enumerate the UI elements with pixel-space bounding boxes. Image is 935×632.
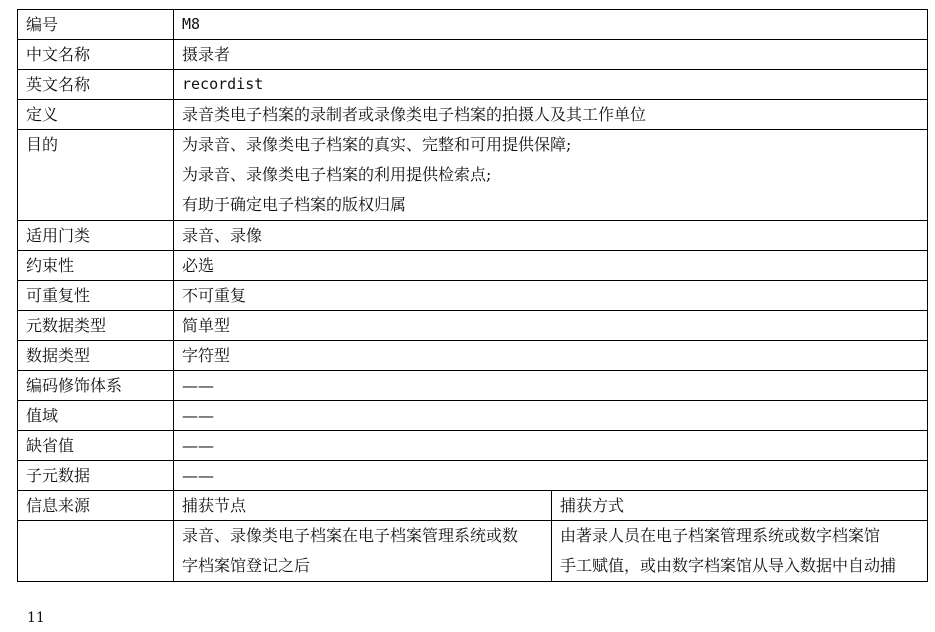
info-source-empty-cell <box>18 521 174 582</box>
value-definition: 录音类电子档案的录制者或录像类电子档案的拍摄人及其工作单位 <box>174 100 928 130</box>
label-data-type: 数据类型 <box>18 341 174 371</box>
page-number: 11 <box>27 610 45 626</box>
row-repeatability <box>18 281 928 311</box>
row-obligation <box>18 251 928 281</box>
row-default-value <box>18 431 928 461</box>
row-id <box>18 10 928 40</box>
row-applicable-category <box>18 221 928 251</box>
row-encoding-scheme <box>18 371 928 401</box>
row-value-range <box>18 401 928 431</box>
value-english-name: recordist <box>174 70 928 100</box>
row-sub-elements <box>18 461 928 491</box>
label-obligation: 约束性 <box>18 251 174 281</box>
capture-node-line-2: 字档案馆登记之后 <box>182 556 311 575</box>
label-encoding-scheme: 编码修饰体系 <box>18 371 174 401</box>
label-metadata-type: 元数据类型 <box>18 311 174 341</box>
purpose-line-1: 为录音、录像类电子档案的真实、完整和可用提供保障; <box>182 135 572 154</box>
value-value-range: —— <box>174 401 928 431</box>
value-id: M8 <box>174 10 928 40</box>
label-id: 编号 <box>18 10 174 40</box>
label-chinese-name: 中文名称 <box>18 40 174 70</box>
row-english-name <box>18 70 928 100</box>
capture-node-line-1: 录音、录像类电子档案在电子档案管理系统或数 <box>182 526 519 545</box>
row-chinese-name <box>18 40 928 70</box>
header-capture-method: 捕获方式 <box>552 491 928 521</box>
capture-method-line-1: 由著录人员在电子档案管理系统或数字档案馆 <box>560 526 881 545</box>
value-sub-elements: —— <box>174 461 928 491</box>
label-repeatability: 可重复性 <box>18 281 174 311</box>
value-metadata-type: 简单型 <box>174 311 928 341</box>
header-capture-node: 捕获节点 <box>174 491 552 521</box>
row-data-type <box>18 341 928 371</box>
value-capture-node <box>174 521 552 582</box>
metadata-table <box>17 9 928 582</box>
label-value-range: 值域 <box>18 401 174 431</box>
label-sub-elements: 子元数据 <box>18 461 174 491</box>
row-purpose <box>18 130 928 221</box>
label-info-source: 信息来源 <box>18 491 174 521</box>
purpose-line-3: 有助于确定电子档案的版权归属 <box>182 195 407 214</box>
value-default-value: —— <box>174 431 928 461</box>
value-purpose <box>174 130 928 221</box>
label-applicable-category: 适用门类 <box>18 221 174 251</box>
label-purpose: 目的 <box>18 130 174 221</box>
label-default-value: 缺省值 <box>18 431 174 461</box>
value-encoding-scheme: —— <box>174 371 928 401</box>
value-applicable-category: 录音、录像 <box>174 221 928 251</box>
purpose-line-2: 为录音、录像类电子档案的利用提供检索点; <box>182 165 492 184</box>
value-repeatability: 不可重复 <box>174 281 928 311</box>
row-info-source-header <box>18 491 928 521</box>
label-english-name: 英文名称 <box>18 70 174 100</box>
value-data-type: 字符型 <box>174 341 928 371</box>
value-obligation: 必选 <box>174 251 928 281</box>
row-metadata-type <box>18 311 928 341</box>
value-capture-method <box>552 521 928 582</box>
row-definition <box>18 100 928 130</box>
value-chinese-name: 摄录者 <box>174 40 928 70</box>
row-info-source-detail <box>18 521 928 582</box>
capture-method-line-2: 手工赋值，或由数字档案馆从导入数据中自动捕 <box>560 556 897 575</box>
label-definition: 定义 <box>18 100 174 130</box>
